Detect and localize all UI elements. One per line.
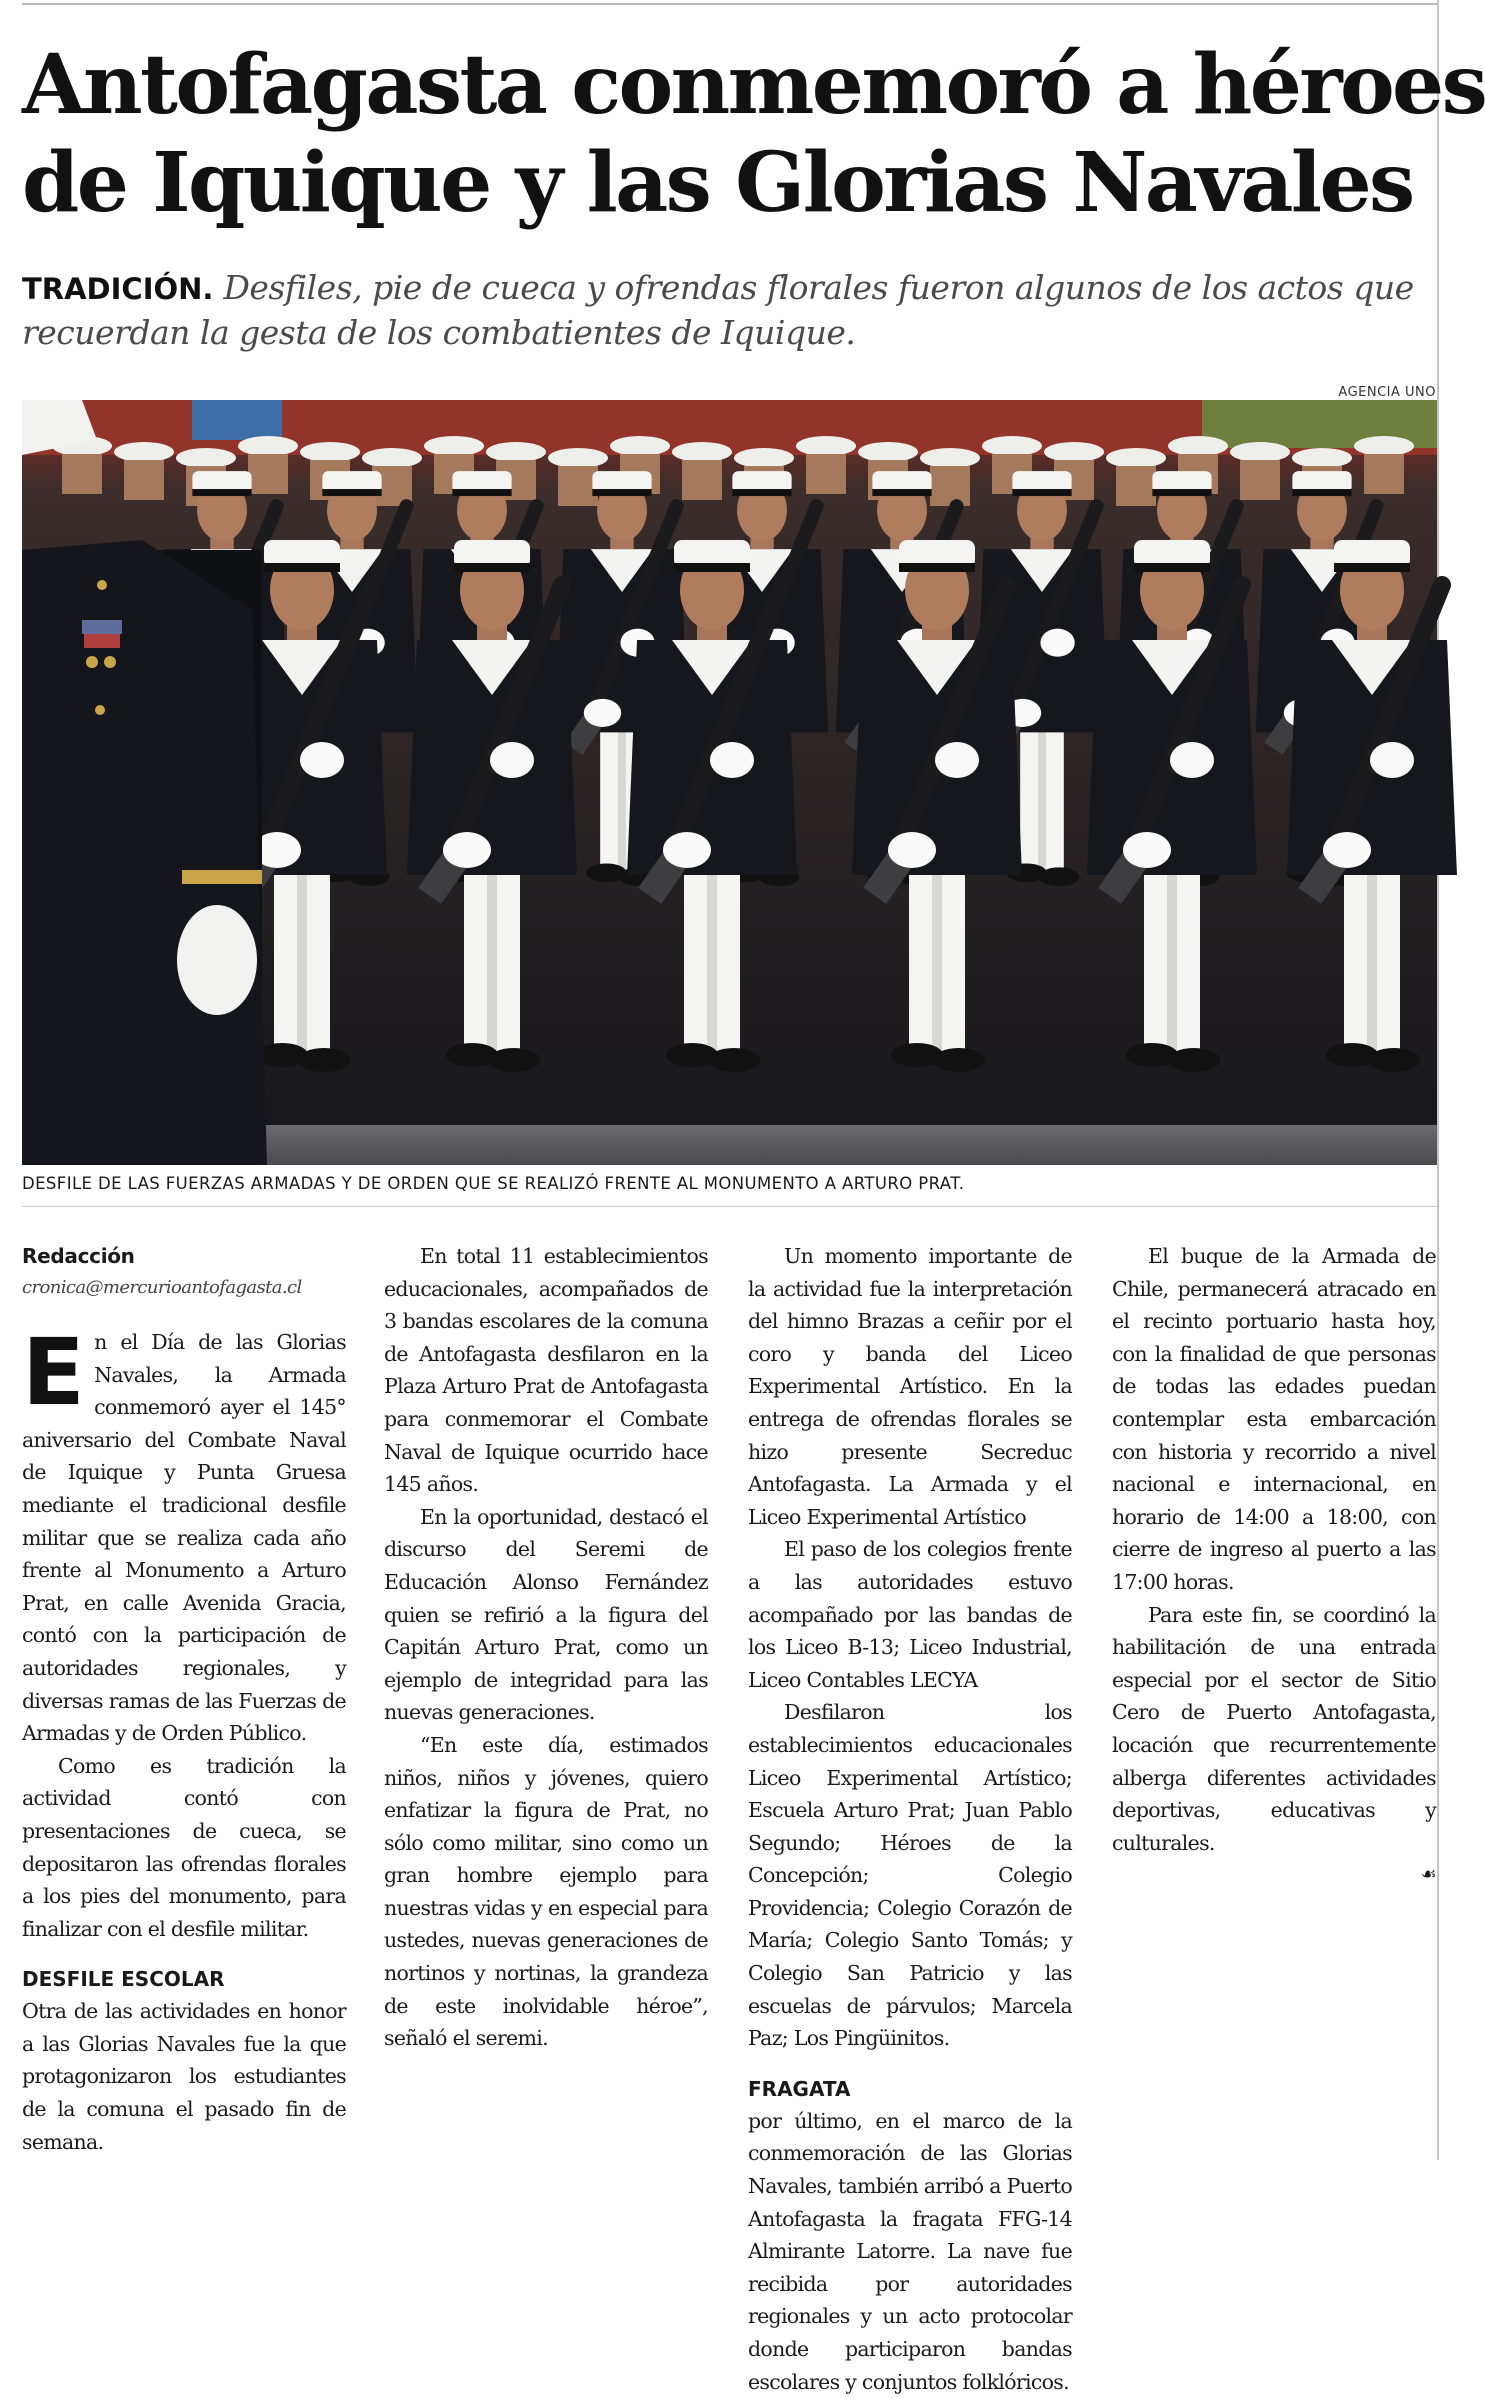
column-3 <box>748 1240 1072 2394</box>
sailors-parade-illustration <box>22 400 1437 1165</box>
end-mark: ☙ <box>1420 1864 1436 1886</box>
byline: Redacción <box>22 1244 135 1268</box>
caption-rule <box>22 1206 1437 1207</box>
photo-credit: AGENCIA UNO <box>1338 385 1436 400</box>
paragraph: En total 11 establecimientos educacionales, acompañados de 3 bandas escolares de la comuna de Antofagasta desfilaron en la Plaza Arturo Prat de Antofagasta para conmemorar el Combate Naval de Iquique ocurrido hace 145 años. <box>384 1244 708 1497</box>
article-body <box>22 1240 1437 2394</box>
photo-caption: DESFILE DE LAS FUERZAS ARMADAS Y DE ORDEN QUE SE REALIZÓ FRENTE AL MONUMENTO A ARTURO PRAT. <box>22 1174 965 1193</box>
paragraph: Otra de las actividades en honor a las Glorias Navales fue la que protagonizaron los estudiantes de la comuna el pasado fin de semana. <box>22 1999 346 2154</box>
column-4 <box>1112 1240 1436 2145</box>
paragraph: El buque de la Armada de Chile, permanecerá atracado en el recinto portuario hasta hoy, con la finalidad de que personas de todas las edades puedan contemplar esta embarcación con historia y recorrido a nivel nacional e internacional, en horario de 14:00 a 18:00, con cierre de ingreso al puerto a las 17:00 horas. <box>1112 1244 1436 1594</box>
paragraph: “En este día, estimados niños, niños y jóvenes, quiero enfatizar la figura de Prat, no sólo como militar, sino como un gran hombre ejemplo para nuestras vidas y en especial para ustedes, nuevas generaciones de nortinos y nortinas, la grandeza de este inolvidable héroe”, señaló el seremi. <box>384 1732 708 2051</box>
top-rule <box>22 3 1437 5</box>
paragraph <box>22 1319 346 1750</box>
column-1 <box>22 1240 346 2154</box>
paragraph: Como es tradición la actividad contó con presentaciones de cueca, se depositaron las ofrendas florales a los pies del monumento, para finalizar con el desfile militar. <box>22 1753 346 1941</box>
column-2 <box>384 1240 708 2145</box>
paragraph: El paso de los colegios frente a las autoridades estuvo acompañado por las bandas de los Liceo B-13; Liceo Industrial, Liceo Contables LECYA <box>748 1537 1072 1692</box>
subhead-desfile-escolar: DESFILE ESCOLAR <box>22 1967 225 1992</box>
headline-line-1: Antofagasta conmemoró a héroes <box>22 37 1485 133</box>
deck <box>22 266 1442 354</box>
headline <box>22 36 1485 232</box>
deck-text: Desfiles, pie de cueca y ofrendas florales fueron algunos de los actos que recuerdan la gesta de los combatientes de Iquique. <box>22 268 1414 352</box>
paragraph: Un momento importante de la actividad fue la interpretación del himno Brazas a ceñir por el coro y banda del Liceo Experimental Artístico. En la entrega de ofrendas florales se hizo presente Secreduc Antofagasta. La Armada y el Liceo Experimental Artístico <box>748 1244 1072 1529</box>
paragraph-text: n el Día de las Glorias Navales, la Armada conmemoró ayer el 145° aniversario del Combate Naval de Iquique y Punta Gruesa mediante el tradicional desfile militar que se realiza cada año frente al Monumento a Arturo Prat, en calle Avenida Gracia, contó con la participación de autoridades regionales, y diversas ramas de las Fuerzas de Armadas y de Orden Público. <box>22 1330 346 1746</box>
paragraph: Desfilaron los establecimientos educacionales Liceo Experimental Artístico; Escuela Arturo Prat; Juan Pablo Segundo; Héroes de la Concepción; Colegio Providencia; Colegio Corazón de María; Colegio Santo Tomás; y Colegio San Patricio y las escuelas de párvulos; Marcela Paz; Los Pingüinitos. <box>748 1700 1072 2051</box>
paragraph: por último, en el marco de la conmemoración de las Glorias Navales, también arribó a Puerto Antofagasta la fragata FFG-14 Almirante Latorre. La nave fue recibida por autoridades regionales y un acto protocolar donde participaron bandas escolares y conjuntos folklóricos. <box>748 2108 1072 2394</box>
parade-photo <box>22 400 1437 1165</box>
kicker: TRADICIÓN. <box>22 272 214 306</box>
paragraph: En la oportunidad, destacó el discurso del Seremi de Educación Alonso Fernández quien se refirió a la figura del Capitán Arturo Prat, como un ejemplo de integridad para las nuevas generaciones. <box>384 1504 708 1725</box>
paragraph: Para este fin, se coordinó la habilitación de una entrada especial por el sector de Sitio Cero de Puerto Antofagasta, locación que recurrentemente alberga diferentes actividades deportivas, educativas y culturales. <box>1112 1602 1436 1855</box>
subhead-fragata: FRAGATA <box>748 2076 851 2101</box>
author-email: cronica@mercurioantofagasta.cl <box>22 1277 302 1298</box>
headline-line-2: de Iquique y las Glorias Navales <box>22 135 1413 231</box>
drop-cap: E <box>22 1319 85 1426</box>
